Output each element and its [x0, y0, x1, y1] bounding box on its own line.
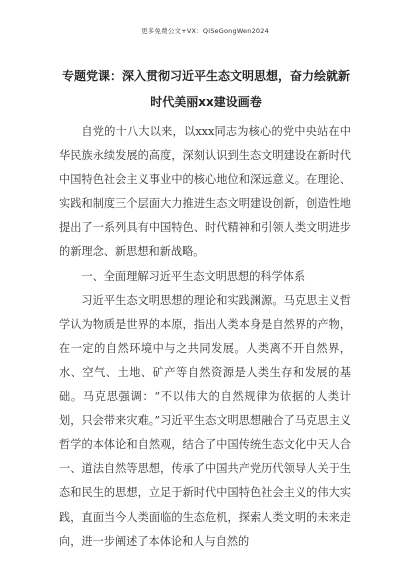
section-heading: 一、全面理解习近平生态文明思想的科学体系: [81, 269, 306, 283]
document-body: [59, 120, 351, 554]
paragraph-theory: 习近平生态文明思想的理论和实践渊源。马克思主义哲学认为物质是世界的本原，指出人类本身是自然界的产物，在一定的自然环境中与之共同发展。人类离不开自然界，水、空气、土地、矿产等自然资源是人类生存和发展的基础。马克思强调：“不以伟大的自然规律为依据的人类计划，只会带来灾难。”习近平生态文明思想融合了马克思主义哲学的本体论和自然观，结合了中国传统生态文化中天人合一、道法自然等思想，传承了中国共产党历代领导人关于生态和民生的思想，立足于新时代中国特色社会主义的伟大实践，直面当今人类面临的生态危机，探索人类文明的未来走向，进一步阐述了本体论和人与自然的: [59, 293, 351, 548]
document-title: 专题党课：深入贯彻习近平生态文明思想，奋力绘就新时代美丽xx建设画卷: [61, 69, 350, 109]
header-note: 更多免费公文+VX：QiSeGongWen2024: [141, 27, 269, 35]
paragraph-intro: 自党的十八大以来，以xxx同志为核心的党中央站在中华民族永续发展的高度，深刻认识到生态文明建设在新时代中国特色社会主义事业中的核心地位和深远意义。在理论、实践和制度三个层面大力推进生态文明建设创新，创造性地提出了一系列具有中国特色、时代精神和引领人类文明进步的新理念、新思想和新战略。: [59, 125, 351, 259]
